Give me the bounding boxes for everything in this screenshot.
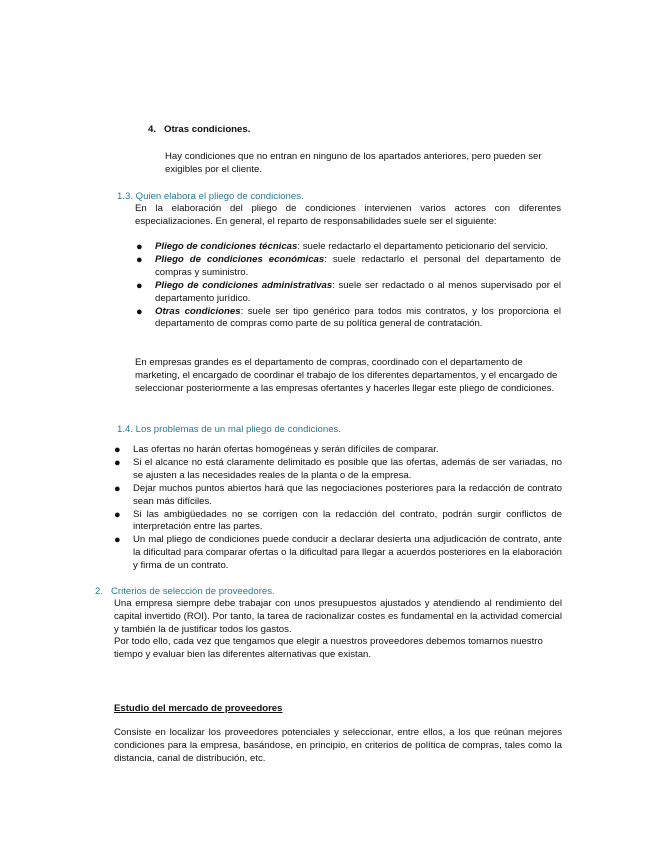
bullet-icon: ● xyxy=(114,482,121,495)
list-item xyxy=(136,241,561,254)
bullet-icon: ● xyxy=(136,279,143,292)
section-2-paragraph-1: Una empresa siempre debe trabajar con unos presupuestos ajustados y atendiendo al rendimiento del capital invertido (ROI). Por tanto, la tarea de racionalizar costes es fundamental en la actividad comercial y también la de justificar todos los gastos. xyxy=(114,598,562,635)
list-item-term: Otras condiciones xyxy=(155,305,241,317)
section-1-3-intro: En la elaboración del pliego de condiciones intervienen varios actores con diferentes especializaciones. En general, el reparto de responsabilidades suele ser el siguiente: xyxy=(135,203,561,227)
bullet-icon: ● xyxy=(114,444,121,456)
bullet-icon: ● xyxy=(114,508,121,521)
list-item-term: Pliego de condiciones administrativas xyxy=(155,279,333,291)
bullet-icon: ● xyxy=(114,534,121,547)
list-item xyxy=(136,305,561,332)
list-item: ● Si las ambigüedades no se corrigen con la redacción del contrato, podrán surgir conflictos de interpretación entre las partes. xyxy=(114,508,562,533)
section-4-number: 4. xyxy=(148,124,157,135)
problems-list xyxy=(114,444,562,573)
section-4-body: Hay condiciones que no entran en ninguno de los apartados anteriores, pero pueden ser exigibles por el cliente. xyxy=(165,151,542,175)
list-item: ● Dejar muchos puntos abiertos hará que las negociaciones posteriores para la redacción de contrato sean más difíciles. xyxy=(114,482,562,507)
bullet-icon: ● xyxy=(136,241,143,253)
list-item: ● Si el alcance no está claramente delimitado es posible que las ofertas, además de ser variadas, no se ajusten a las necesidades reales de la planta o de la empresa. xyxy=(114,456,562,481)
list-item-text: : suele ser redactado o al menos supervisado por el departamento jurídico. xyxy=(155,279,562,304)
list-item: ● Las ofertas no harán ofertas homogéneas y serán difíciles de comparar. xyxy=(114,444,439,456)
bullet-icon: ● xyxy=(114,456,121,469)
section-4-title: Otras condiciones. xyxy=(164,124,251,135)
section-1-4-heading: 1.4. Los problemas de un mal pliego de condiciones. xyxy=(117,424,341,435)
bullet-icon: ● xyxy=(136,305,143,318)
list-item-term: Pliego de condiciones económicas xyxy=(155,253,325,265)
section-4-heading xyxy=(148,124,250,137)
list-item xyxy=(136,253,561,280)
section-1-3-closing: En empresas grandes es el departamento de compras, coordinado con el departamento de marketing, el encargado de coordinar el trabajo de los diferentes departamentos, y el encargado de seleccionar posteriormente a las empresas ofertantes y hacerles llegar este pliego de condiciones. xyxy=(135,357,558,394)
section-2-heading: 2. Criterios de selección de proveedores. xyxy=(95,586,275,597)
estudio-body: Consiste en localizar los proveedores potenciales y seleccionar, entre ellos, a los que reúnan mejores condiciones para la empresa, basándose, en principio, en criterios de política de compras, tales como la distancia, canal de distribución, etc. xyxy=(114,727,562,764)
list-item-term: Pliego de condiciones técnicas xyxy=(155,241,298,252)
section-1-3-heading: 1.3. Quien elabora el pliego de condiciones. xyxy=(117,191,304,202)
list-item-text: : suele redactarlo el personal del departamento de compras y suministro. xyxy=(155,253,561,278)
list-item-text: : suele ser tipo genérico para todos mis contratos, y los proporciona el departamento de compras como parte de su política general de contratación. xyxy=(155,305,561,330)
estudio-heading: Estudio del mercado de proveedores xyxy=(114,703,283,714)
list-item xyxy=(136,279,562,306)
list-item-text: : suele redactarlo el departamento peticionario del servicio. xyxy=(297,241,549,252)
bullet-icon: ● xyxy=(136,253,143,266)
responsibility-list xyxy=(136,241,562,331)
list-item: ● Un mal pliego de condiciones puede conducir a declarar desierta una adjudicación de contrato, ante la dificultad para comparar ofertas o la dificultad para llegar a acuerdos posteriores en la elaboración y firma de un contrato. xyxy=(114,534,562,572)
section-2-paragraph-2: Por todo ello, cada vez que tengamos que elegir a nuestros proveedores debemos tomarnos nuestro tiempo y evaluar bien las diferentes alternativas que existan. xyxy=(114,636,543,660)
